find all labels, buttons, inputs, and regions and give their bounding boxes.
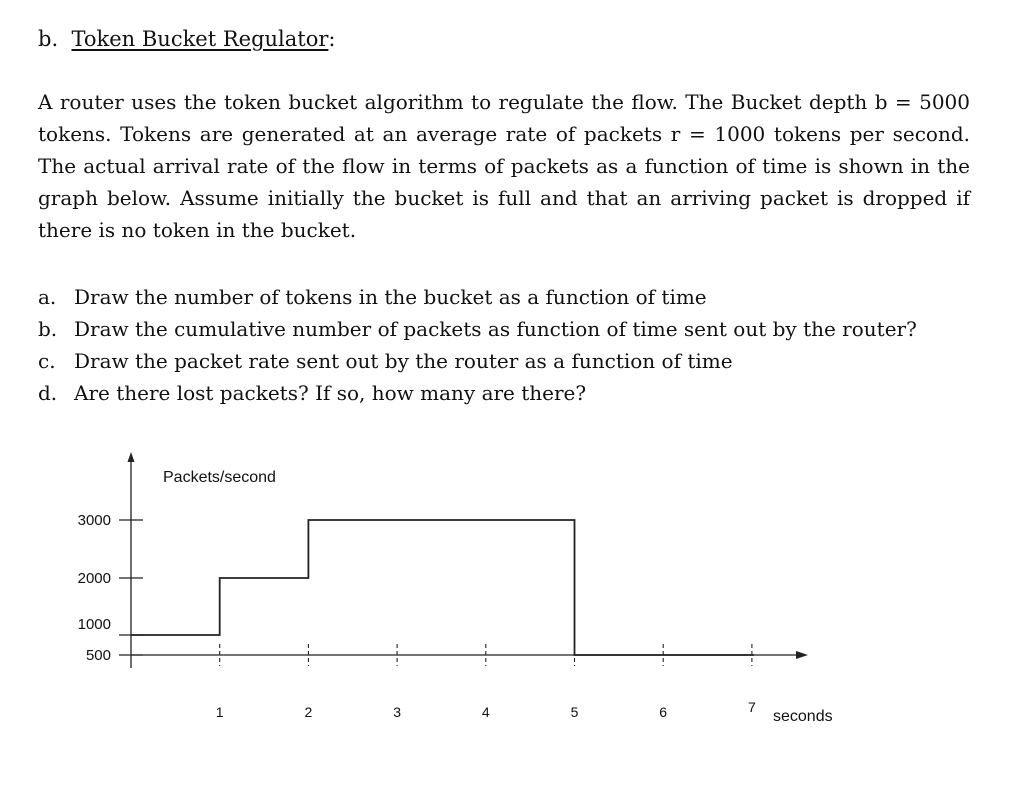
series-line — [131, 520, 754, 655]
question-item-d — [38, 377, 978, 409]
question-text: Draw the cumulative number of packets as function of time sent out by the router? — [74, 317, 917, 341]
x-tick-label: 6 — [659, 704, 668, 720]
question-letter: c. — [38, 349, 56, 373]
x-tick-label: 4 — [481, 704, 490, 720]
arrival-rate-chart — [0, 440, 1024, 740]
y-tick-label: 2000 — [77, 570, 111, 587]
y-tick-label: 500 — [85, 647, 111, 664]
x-tick-label: 5 — [570, 704, 579, 720]
section-letter: b. — [38, 27, 59, 51]
x-tick-label: 1 — [215, 704, 224, 720]
y-axis-label: Packets/second — [163, 469, 276, 486]
y-axis-arrow — [128, 452, 135, 462]
x-tick-label: 7 — [748, 699, 756, 715]
question-letter: b. — [38, 317, 58, 341]
question-item-a — [38, 281, 978, 313]
x-tick-label: 3 — [393, 704, 401, 720]
x-tick-label: 2 — [304, 704, 313, 720]
y-tick-label: 1000 — [77, 616, 111, 633]
section-title: Token Bucket Regulator — [71, 27, 329, 51]
question-letter: d. — [38, 381, 58, 405]
question-text: Draw the number of tokens in the bucket as a function of time — [74, 285, 707, 309]
chart-svg — [0, 440, 1024, 740]
question-text: Draw the packet rate sent out by the router as a function of time — [74, 349, 733, 373]
x-axis-label: seconds — [773, 708, 833, 725]
section-colon: : — [328, 27, 336, 51]
question-item-b — [38, 313, 978, 345]
question-text: Are there lost packets? If so, how many are there? — [74, 381, 587, 405]
question-item-c — [38, 345, 978, 377]
question-list — [38, 281, 978, 409]
problem-statement: A router uses the token bucket algorithm to regulate the flow. The Bucket depth b = 5000 tokens. Tokens are generated at an average rate of packets r = 1000 tokens per second. The actual arrival rate of the flow in terms of packets as a function of time is shown in the graph below. Assume initially the bucket is full and that an arriving packet is dropped if there is no token in the bucket. — [38, 90, 970, 242]
question-letter: a. — [38, 285, 57, 309]
x-axis-arrow — [796, 651, 808, 659]
section-heading — [38, 24, 335, 54]
y-tick-label: 3000 — [77, 512, 111, 529]
